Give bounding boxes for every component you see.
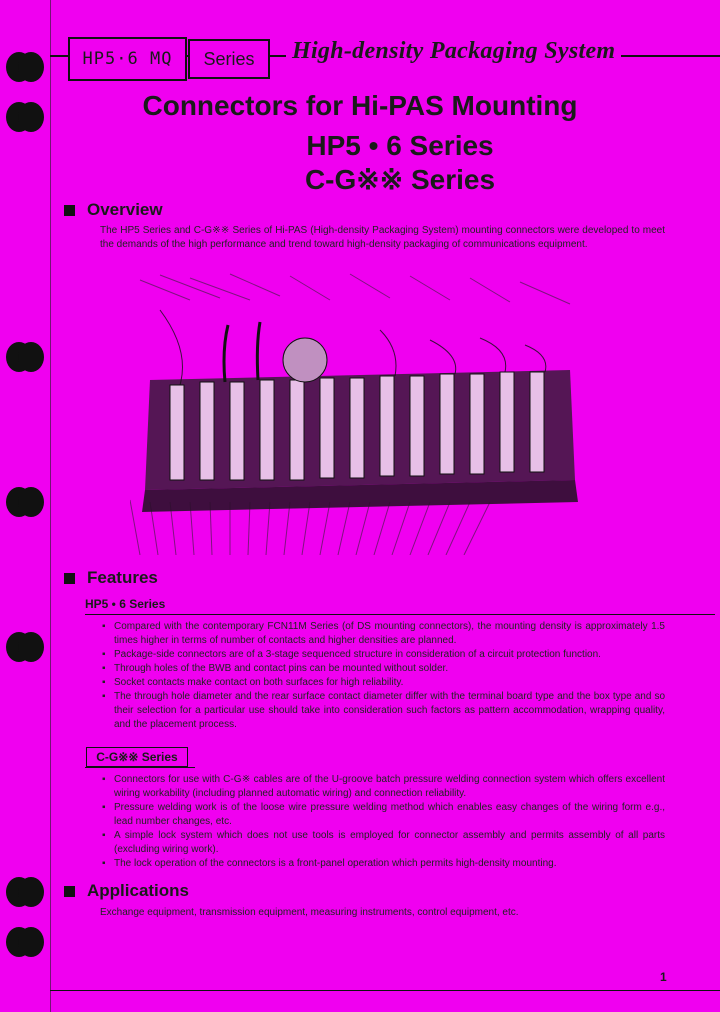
cg-subheading-rule: [85, 767, 195, 768]
features-heading: [64, 568, 158, 588]
page-title: Connectors for Hi-PAS Mounting: [142, 90, 578, 121]
applications-heading: [64, 881, 189, 901]
overview-text: The HP5 Series and C-G※※ Series of Hi-PAS (High-density Packaging System) mounting connectors were developed to meet the demands of the high performance and trend toward high-density packaging of communications equipment.: [100, 225, 665, 250]
applications-text: Exchange equipment, transmission equipment, measuring instruments, control equipment, etc.: [100, 907, 519, 918]
page-number: 1: [660, 970, 667, 984]
bullet-square-icon: [64, 205, 75, 216]
list-item: ▪ Compared with the contemporary FCN11M Series (of DS mounting connectors), the mounting density is approximately 1.5 times higher in terms of number of contacts and higher densities are planned.: [100, 620, 665, 648]
subtitle-cg: C-G※※ Series: [304, 164, 496, 195]
product-photo: [130, 270, 580, 555]
binder-hole: [6, 927, 44, 959]
list-item: ▪ The lock operation of the connectors is a front-panel operation which permits high-density mounting.: [100, 857, 665, 871]
bullet-square-icon: [64, 573, 75, 584]
list-item: ▪ Through holes of the BWB and contact pins can be mounted without solder.: [100, 662, 665, 676]
overview-heading: [64, 200, 163, 220]
list-item: ▪ The through hole diameter and the rear surface contact diameter differ with the terminal board type and the box type and so their selection for a particular use should take into consideration such factors as pattern accommodation, wrapping quality, and the placement process.: [100, 690, 665, 732]
overview-heading-label: Overview: [87, 200, 163, 219]
list-item: ▪ Connectors for use with C-G※ cables are of the U-groove batch pressure welding connection system which offers excellent wiring workability (including planned automatic wiring) and connection reliability.: [100, 773, 665, 801]
list-item: ▪ Package-side connectors are of a 3-stage sequenced structure in consideration of a circuit protection function.: [100, 648, 665, 662]
system-title: High-density Packaging System: [286, 38, 621, 65]
binder-hole: [6, 52, 44, 84]
binder-hole: [6, 342, 44, 374]
hp5-subheading: HP5 • 6 Series: [85, 597, 166, 611]
list-item: ▪ A simple lock system which does not use tools is employed for connector assembly and permits assembly of all parts (excluding wiring work).: [100, 829, 665, 857]
hp5-feature-list: [100, 620, 665, 732]
series-code-box: HP5·6 MQ: [68, 37, 187, 81]
subtitle-hp5: HP5 • 6 Series: [306, 130, 494, 161]
hp5-subheading-rule: [85, 614, 715, 615]
cg-subheading: C-G※※ Series: [86, 747, 188, 767]
bullet-square-icon: [64, 886, 75, 897]
list-item: ▪ Socket contacts make contact on both surfaces for high reliability.: [100, 676, 665, 690]
footer-rule: [50, 990, 720, 991]
binder-hole: [6, 877, 44, 909]
binder-hole: [6, 632, 44, 664]
features-heading-label: Features: [87, 568, 158, 587]
binder-hole: [6, 487, 44, 519]
cg-feature-list: [100, 773, 665, 871]
series-label-box: Series: [188, 39, 270, 79]
list-item: ▪ Pressure welding work is of the loose wire pressure welding method which enables easy changes of the wiring form e.g., lead number changes, etc.: [100, 801, 665, 829]
applications-heading-label: Applications: [87, 881, 190, 900]
